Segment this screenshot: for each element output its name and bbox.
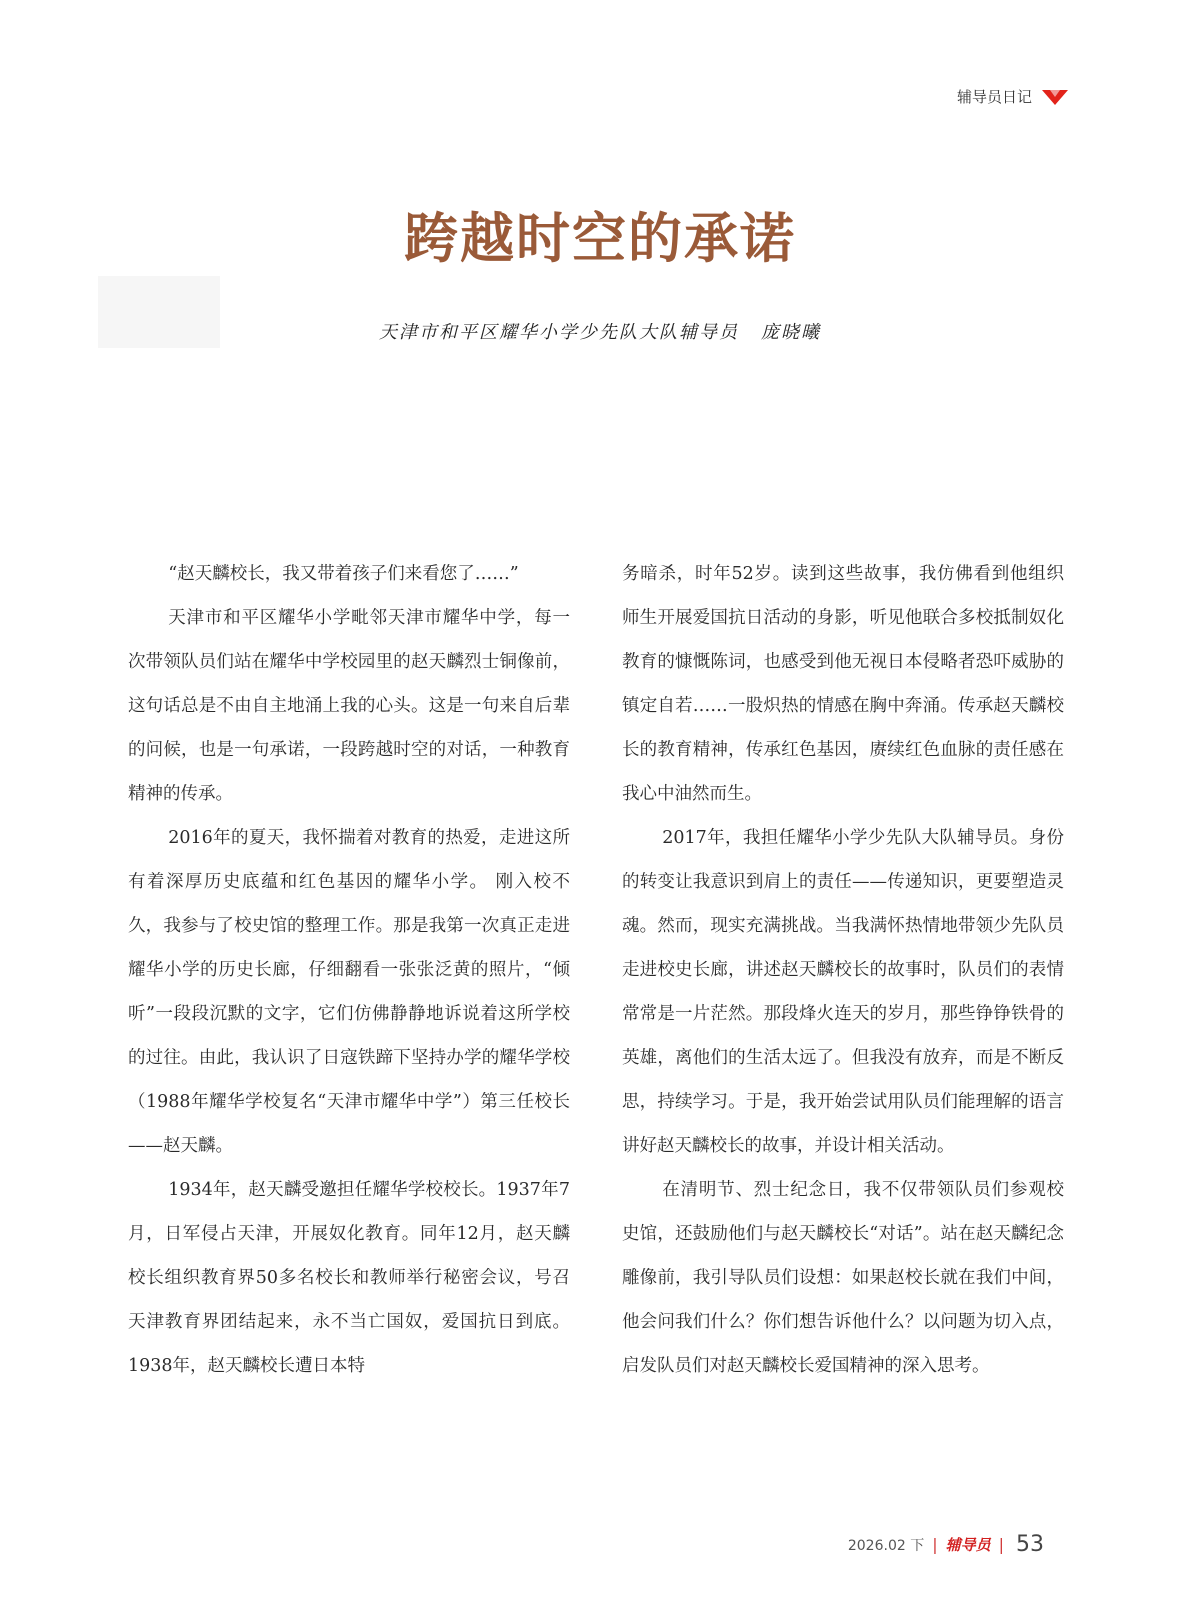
paragraph: 务暗杀，时年52岁。读到这些故事，我仿佛看到他组织师生开展爱国抗日活动的身影，听见他联合多校抵制奴化教育的慷慨陈词，也感受到他无视日本侵略者恐吓威胁的镇定自若……一股炽热的情感在胸中奔涌。传承赵天麟校长的教育精神，传承红色基因，赓续红色血脉的责任感在我心中油然而生。 [622, 564, 1064, 804]
column-right [622, 552, 1064, 1388]
paragraph: 在清明节、烈士纪念日，我不仅带领队员们参观校史馆，还鼓励他们与赵天麟校长“对话”。站在赵天麟纪念雕像前，我引导队员们设想：如果赵校长就在我们中间，他会问我们什么？你们想告诉他什么？以问题为切入点，启发队员们对赵天麟校长爱国精神的深入思考。 [622, 1180, 1064, 1376]
paragraph: “赵天麟校长，我又带着孩子们来看您了……” [168, 564, 519, 584]
red-triangle-icon [1042, 88, 1068, 106]
byline [0, 318, 1200, 344]
divider: | [932, 1535, 938, 1554]
paragraph: 天津市和平区耀华小学毗邻天津市耀华中学，每一次带领队员们站在耀华中学校园里的赵天麟烈士铜像前，这句话总是不由自主地涌上我的心头。这是一句来自后辈的问候，也是一句承诺，一段跨越时空的对话，一种教育精神的传承。 [128, 608, 570, 804]
divider: | [998, 1535, 1004, 1554]
paragraph: 2016年的夏天，我怀揣着对教育的热爱，走进这所有着深厚历史底蕴和红色基因的耀华小学。 刚入校不久，我参与了校史馆的整理工作。那是我第一次真正走进耀华小学的历史长廊，仔细翻看一张张泛黄的照片，“倾听”一段段沉默的文字，它们仿佛静静地诉说着这所学校的过往。由此，我认识了日寇铁蹄下坚持办学的耀华学校（1988年耀华学校复名“天津市耀华中学”）第三任校长——赵天麟。 [128, 828, 570, 1156]
byline-org: 天津市和平区耀华小学少先队大队辅导员 [379, 322, 739, 343]
magazine-logo: 辅导员 [945, 1536, 991, 1554]
section-tag [957, 86, 1068, 107]
byline-author: 庞晓曦 [761, 322, 821, 343]
page-number: 53 [1016, 1532, 1044, 1557]
paragraph: 1934年，赵天麟受邀担任耀华学校校长。1937年7月，日军侵占天津，开展奴化教育。同年12月，赵天麟校长组织教育界50多名校长和教师举行秘密会议，号召天津教育界团结起来，永不当亡国奴，爱国抗日到底。1938年，赵天麟校长遭日本特 [128, 1180, 570, 1376]
article-title: 跨越时空的承诺 [404, 207, 796, 270]
issue-label: 2026.02 下 [847, 1537, 925, 1554]
section-tag-label: 辅导员日记 [956, 88, 1032, 106]
page-footer [848, 1532, 1044, 1557]
column-left [128, 552, 570, 1388]
paragraph: 2017年，我担任耀华小学少先队大队辅导员。身份的转变让我意识到肩上的责任——传递知识，更要塑造灵魂。然而，现实充满挑战。当我满怀热情地带领少先队员走进校史长廊，讲述赵天麟校长的故事时，队员们的表情常常是一片茫然。那段烽火连天的岁月，那些铮铮铁骨的英雄，离他们的生活太远了。但我没有放弃，而是不断反思，持续学习。于是，我开始尝试用队员们能理解的语言讲好赵天麟校长的故事，并设计相关活动。 [622, 828, 1064, 1156]
